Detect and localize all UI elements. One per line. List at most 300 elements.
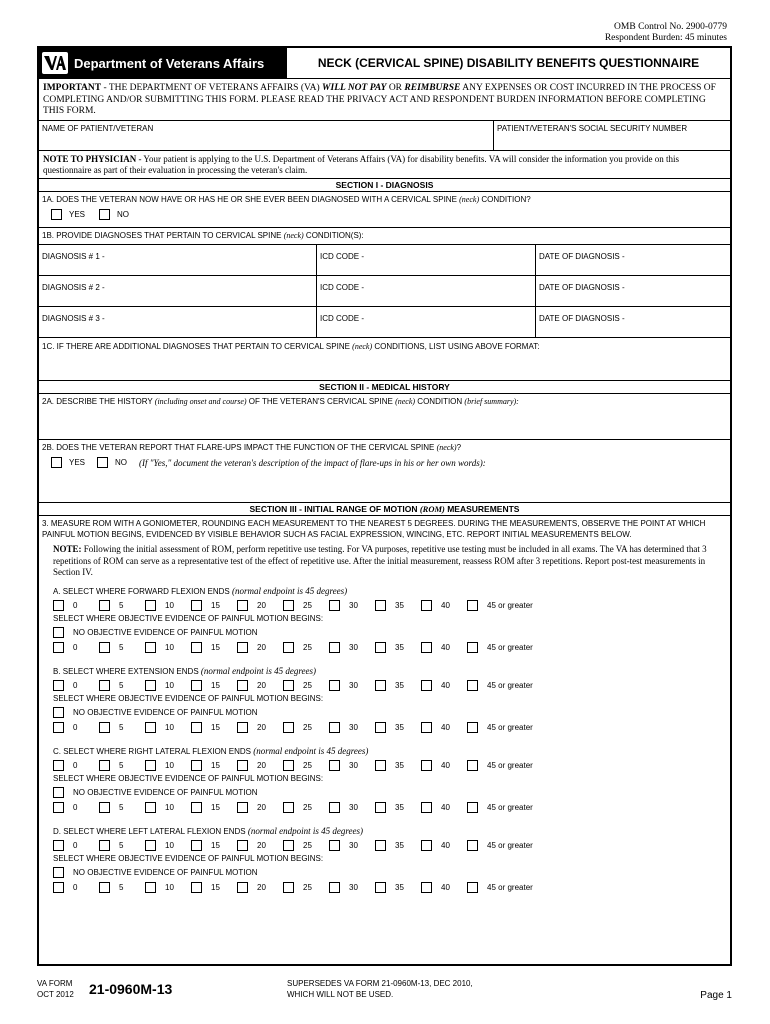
degree-option[interactable] xyxy=(375,882,421,893)
degree-option[interactable] xyxy=(53,680,99,691)
degree-option[interactable] xyxy=(237,722,283,733)
checkbox[interactable] xyxy=(329,882,340,893)
question-3 xyxy=(39,516,730,895)
checkbox[interactable] xyxy=(53,840,64,851)
degree-option[interactable] xyxy=(467,802,557,813)
degree-option[interactable] xyxy=(237,840,283,851)
rom-question-italic: (normal endpoint is 45 degrees) xyxy=(232,585,348,596)
degree-option[interactable] xyxy=(421,882,467,893)
checkbox[interactable] xyxy=(329,600,340,611)
checkbox[interactable] xyxy=(421,600,432,611)
degree-option[interactable] xyxy=(53,642,99,653)
degree-label: 30 xyxy=(349,882,358,892)
degree-option[interactable] xyxy=(329,882,375,893)
diagnosis-label: DIAGNOSIS # 3 - xyxy=(42,314,105,323)
rom-item xyxy=(53,665,727,735)
degree-option[interactable] xyxy=(283,642,329,653)
degree-option[interactable] xyxy=(329,802,375,813)
checkbox[interactable] xyxy=(51,209,62,220)
icd-code-label: ICD CODE - xyxy=(320,314,364,323)
checkbox[interactable] xyxy=(421,760,432,771)
degree-option[interactable] xyxy=(329,840,375,851)
no-label: NO xyxy=(117,210,130,219)
degree-option[interactable] xyxy=(421,760,467,771)
degree-option[interactable] xyxy=(99,680,145,691)
rom-question-text: A. SELECT WHERE FORWARD FLEXION ENDS xyxy=(53,586,232,596)
checkbox[interactable] xyxy=(53,787,64,798)
checkbox[interactable] xyxy=(467,882,478,893)
degree-option[interactable] xyxy=(421,680,467,691)
rom-question-italic: (normal endpoint is 45 degrees) xyxy=(253,745,369,756)
checkbox[interactable] xyxy=(421,642,432,653)
degree-label: 20 xyxy=(257,600,266,610)
checkbox[interactable] xyxy=(467,722,478,733)
painful-motion-label: SELECT WHERE OBJECTIVE EVIDENCE OF PAINFUL MOTION BEGINS: xyxy=(53,773,324,783)
no-evidence-option[interactable] xyxy=(53,705,727,720)
degree-option[interactable] xyxy=(421,600,467,611)
degree-option[interactable] xyxy=(375,722,421,733)
degree-option[interactable] xyxy=(53,840,99,851)
q2b-yes-option[interactable] xyxy=(51,457,85,468)
checkbox[interactable] xyxy=(329,840,340,851)
no-evidence-option[interactable] xyxy=(53,865,727,880)
date-of-diagnosis-field[interactable] xyxy=(535,245,730,275)
degree-option[interactable] xyxy=(191,802,237,813)
degree-option[interactable] xyxy=(283,680,329,691)
degree-option[interactable] xyxy=(99,722,145,733)
checkbox[interactable] xyxy=(97,457,108,468)
checkbox[interactable] xyxy=(53,627,64,638)
degree-label: 15 xyxy=(211,760,220,770)
q1a-yes-option[interactable] xyxy=(51,209,85,220)
checkbox[interactable] xyxy=(283,722,294,733)
degree-label: 10 xyxy=(165,722,174,732)
degree-option[interactable] xyxy=(283,760,329,771)
degree-option[interactable] xyxy=(375,760,421,771)
degree-option[interactable] xyxy=(145,840,191,851)
no-label: NO xyxy=(115,458,128,467)
rom-item xyxy=(53,745,727,815)
checkbox[interactable] xyxy=(145,722,156,733)
degree-label: 15 xyxy=(211,802,220,812)
checkbox[interactable] xyxy=(467,802,478,813)
painful-motion-label: SELECT WHERE OBJECTIVE EVIDENCE OF PAINFUL MOTION BEGINS: xyxy=(53,693,324,703)
checkbox[interactable] xyxy=(191,722,202,733)
checkbox[interactable] xyxy=(329,802,340,813)
degree-option[interactable] xyxy=(99,802,145,813)
degree-option[interactable] xyxy=(329,642,375,653)
degree-label: 10 xyxy=(165,882,174,892)
form-date: OCT 2012 xyxy=(37,990,74,999)
degree-option[interactable] xyxy=(191,680,237,691)
section-3-title-text: SECTION III - INITIAL RANGE OF MOTION xyxy=(249,504,420,514)
degree-option[interactable] xyxy=(467,600,557,611)
checkbox[interactable] xyxy=(283,680,294,691)
date-of-diagnosis-field[interactable] xyxy=(535,276,730,306)
degree-option[interactable] xyxy=(329,600,375,611)
checkbox[interactable] xyxy=(421,680,432,691)
checkbox[interactable] xyxy=(53,760,64,771)
degree-label: 35 xyxy=(395,882,404,892)
section-3-title-italic: (ROM) xyxy=(419,504,445,514)
q1a-no-option[interactable] xyxy=(99,209,129,220)
degree-option[interactable] xyxy=(53,882,99,893)
degree-option[interactable] xyxy=(191,840,237,851)
form-footer xyxy=(37,978,732,1008)
degree-option[interactable] xyxy=(191,882,237,893)
q1b-italic: (neck) xyxy=(283,231,304,240)
checkbox[interactable] xyxy=(329,760,340,771)
degree-label: 0 xyxy=(73,642,78,652)
checkbox[interactable] xyxy=(467,840,478,851)
degree-label: 25 xyxy=(303,840,312,850)
checkbox[interactable] xyxy=(237,840,248,851)
degree-label: 25 xyxy=(303,760,312,770)
degree-option[interactable] xyxy=(237,802,283,813)
question-1c[interactable] xyxy=(39,338,730,381)
date-label: DATE OF DIAGNOSIS - xyxy=(539,283,625,292)
q2b-text: 2B. DOES THE VETERAN REPORT THAT FLARE-UPS IMPACT THE FUNCTION OF THE CERVICAL SPINE xyxy=(42,443,437,452)
degree-option[interactable] xyxy=(283,882,329,893)
checkbox[interactable] xyxy=(237,600,248,611)
degree-option[interactable] xyxy=(53,600,99,611)
checkbox[interactable] xyxy=(421,840,432,851)
degree-label: 0 xyxy=(73,760,78,770)
degree-label: 20 xyxy=(257,802,266,812)
checkbox[interactable] xyxy=(191,882,202,893)
painful-motion-label: SELECT WHERE OBJECTIVE EVIDENCE OF PAINFUL MOTION BEGINS: xyxy=(53,613,324,623)
degree-option[interactable] xyxy=(237,600,283,611)
checkbox[interactable] xyxy=(375,642,386,653)
q1c-text-end: CONDITIONS, LIST USING ABOVE FORMAT: xyxy=(372,342,540,351)
checkbox[interactable] xyxy=(99,802,110,813)
checkbox[interactable] xyxy=(145,882,156,893)
checkbox[interactable] xyxy=(99,600,110,611)
degree-label: 35 xyxy=(395,642,404,652)
rom-question-italic: (normal endpoint is 45 degrees) xyxy=(200,665,317,676)
checkbox[interactable] xyxy=(53,680,64,691)
checkbox[interactable] xyxy=(375,600,386,611)
degree-option[interactable] xyxy=(375,600,421,611)
degree-option[interactable] xyxy=(145,760,191,771)
endpoint-degree-options xyxy=(53,758,727,773)
degree-option[interactable] xyxy=(53,760,99,771)
degree-option[interactable] xyxy=(53,722,99,733)
checkbox[interactable] xyxy=(53,642,64,653)
note-to-physician xyxy=(39,151,730,179)
checkbox[interactable] xyxy=(375,802,386,813)
checkbox[interactable] xyxy=(191,600,202,611)
degree-option[interactable] xyxy=(191,760,237,771)
checkbox[interactable] xyxy=(53,802,64,813)
q2a-italic-1: (including onset and course) xyxy=(154,397,247,406)
checkbox[interactable] xyxy=(237,882,248,893)
patient-name-field[interactable] xyxy=(39,121,493,150)
degree-option[interactable] xyxy=(237,882,283,893)
rom-question xyxy=(53,585,727,598)
department-name: Department of Veterans Affairs xyxy=(74,55,265,71)
icd-code-field[interactable] xyxy=(316,245,535,275)
degree-option[interactable] xyxy=(191,722,237,733)
degree-option[interactable] xyxy=(237,760,283,771)
checkbox[interactable] xyxy=(237,802,248,813)
checkbox[interactable] xyxy=(375,722,386,733)
rom-question xyxy=(53,745,727,758)
checkbox[interactable] xyxy=(283,600,294,611)
ssn-field[interactable] xyxy=(493,121,730,150)
checkbox[interactable] xyxy=(99,882,110,893)
q2a-text: 2A. DESCRIBE THE HISTORY xyxy=(42,397,155,406)
degree-label: 40 xyxy=(441,680,450,690)
degree-option[interactable] xyxy=(375,642,421,653)
degree-option[interactable] xyxy=(283,722,329,733)
va-form-label: VA FORM xyxy=(37,979,73,988)
degree-label: 35 xyxy=(395,680,404,690)
q1c-italic: (neck) xyxy=(352,342,373,351)
checkbox[interactable] xyxy=(329,722,340,733)
checkbox[interactable] xyxy=(283,882,294,893)
diagnosis-field[interactable] xyxy=(39,307,316,337)
checkbox[interactable] xyxy=(467,642,478,653)
q1b-text-end: CONDITION(S): xyxy=(303,231,364,240)
degree-option[interactable] xyxy=(375,680,421,691)
degree-option[interactable] xyxy=(375,802,421,813)
checkbox[interactable] xyxy=(53,882,64,893)
date-of-diagnosis-field[interactable] xyxy=(535,307,730,337)
degree-label: 0 xyxy=(73,722,78,732)
checkbox[interactable] xyxy=(421,722,432,733)
q1a-italic: (neck) xyxy=(459,195,480,204)
checkbox[interactable] xyxy=(283,802,294,813)
degree-label: 30 xyxy=(349,680,358,690)
important-text-2: ANY EXPENSES OR COST INCURRED IN THE PROCESS OF COMPLETING AND/OR SUBMITTING THIS FORM. PLEASE READ THE PRIVACY ACT AND RESPONDENT BURDEN INFORMATION BEFORE COMPLETING THIS FORM. xyxy=(43,83,716,116)
degree-option[interactable] xyxy=(145,882,191,893)
q1a-text: 1A. DOES THE VETERAN NOW HAVE OR HAS HE OR SHE EVER BEEN DIAGNOSED WITH A CERVICAL SPINE xyxy=(42,195,460,204)
degree-option[interactable] xyxy=(421,722,467,733)
supersedes-line-2: WHICH WILL NOT BE USED. xyxy=(287,990,394,999)
q2b-instruction: (If "Yes," document the veteran's description of the impact of flare-ups in his or her own words): xyxy=(139,457,486,468)
q2a-italic-3: (brief summary): xyxy=(464,397,519,406)
degree-label: 10 xyxy=(165,680,174,690)
degree-option[interactable] xyxy=(329,722,375,733)
degree-option[interactable] xyxy=(421,642,467,653)
checkbox[interactable] xyxy=(191,680,202,691)
ssn-label: PATIENT/VETERAN'S SOCIAL SECURITY NUMBER xyxy=(497,124,688,133)
checkbox[interactable] xyxy=(145,642,156,653)
checkbox[interactable] xyxy=(467,680,478,691)
section-3-title-end: MEASUREMENTS xyxy=(444,504,520,514)
endpoint-degree-options xyxy=(53,678,727,693)
checkbox[interactable] xyxy=(99,209,110,220)
omb-block xyxy=(605,22,727,44)
no-evidence-option[interactable] xyxy=(53,785,727,800)
section-1-title: SECTION I - DIAGNOSIS xyxy=(39,179,730,192)
degree-label: 10 xyxy=(165,642,174,652)
degree-label: 45 or greater xyxy=(487,802,533,812)
degree-option[interactable] xyxy=(421,802,467,813)
icd-code-field[interactable] xyxy=(316,307,535,337)
checkbox[interactable] xyxy=(237,760,248,771)
checkbox[interactable] xyxy=(329,680,340,691)
endpoint-degree-options xyxy=(53,838,727,853)
checkbox[interactable] xyxy=(375,680,386,691)
degree-label: 35 xyxy=(395,600,404,610)
important-label: IMPORTANT xyxy=(43,83,102,93)
no-evidence-option[interactable] xyxy=(53,625,727,640)
checkbox[interactable] xyxy=(191,642,202,653)
degree-option[interactable] xyxy=(283,600,329,611)
checkbox[interactable] xyxy=(283,840,294,851)
degree-option[interactable] xyxy=(237,680,283,691)
degree-option[interactable] xyxy=(329,680,375,691)
degree-option[interactable] xyxy=(467,882,557,893)
rom-question xyxy=(53,665,727,678)
degree-label: 30 xyxy=(349,760,358,770)
degree-option[interactable] xyxy=(191,642,237,653)
degree-option[interactable] xyxy=(283,802,329,813)
icd-code-field[interactable] xyxy=(316,276,535,306)
degree-option[interactable] xyxy=(99,760,145,771)
degree-label: 0 xyxy=(73,680,78,690)
checkbox[interactable] xyxy=(99,680,110,691)
degree-label: 20 xyxy=(257,722,266,732)
diagnosis-field[interactable] xyxy=(39,276,316,306)
checkbox[interactable] xyxy=(237,680,248,691)
degree-label: 45 or greater xyxy=(487,722,533,732)
degree-label: 40 xyxy=(441,600,450,610)
degree-option[interactable] xyxy=(99,642,145,653)
omb-control-number: OMB Control No. 2900-0779 xyxy=(614,22,727,32)
degree-option[interactable] xyxy=(467,680,557,691)
checkbox[interactable] xyxy=(53,707,64,718)
painful-motion-degree-options xyxy=(53,720,727,735)
degree-option[interactable] xyxy=(237,642,283,653)
important-text-1: - THE DEPARTMENT OF VETERANS AFFAIRS (VA) xyxy=(101,83,323,93)
degree-option[interactable] xyxy=(467,642,557,653)
degree-option[interactable] xyxy=(329,760,375,771)
checkbox[interactable] xyxy=(191,802,202,813)
q2a-italic-2: (neck) xyxy=(395,397,416,406)
checkbox[interactable] xyxy=(467,600,478,611)
no-evidence-label: NO OBJECTIVE EVIDENCE OF PAINFUL MOTION xyxy=(73,627,258,637)
checkbox[interactable] xyxy=(375,882,386,893)
rom-question-text: D. SELECT WHERE LEFT LATERAL FLEXION ENDS xyxy=(53,826,248,836)
date-label: DATE OF DIAGNOSIS - xyxy=(539,314,625,323)
degree-label: 30 xyxy=(349,802,358,812)
degree-option[interactable] xyxy=(375,840,421,851)
degree-label: 40 xyxy=(441,840,450,850)
checkbox[interactable] xyxy=(421,882,432,893)
degree-label: 25 xyxy=(303,722,312,732)
diagnosis-row xyxy=(39,245,730,276)
degree-label: 25 xyxy=(303,642,312,652)
painful-motion-degree-options xyxy=(53,800,727,815)
diagnosis-field[interactable] xyxy=(39,245,316,275)
degree-label: 10 xyxy=(165,840,174,850)
checkbox[interactable] xyxy=(99,840,110,851)
rom-item xyxy=(53,825,727,895)
checkbox[interactable] xyxy=(53,600,64,611)
degree-label: 45 or greater xyxy=(487,642,533,652)
checkbox[interactable] xyxy=(283,642,294,653)
checkbox[interactable] xyxy=(191,840,202,851)
endpoint-degree-options xyxy=(53,598,727,613)
degree-option[interactable] xyxy=(145,802,191,813)
icd-code-label: ICD CODE - xyxy=(320,283,364,292)
checkbox[interactable] xyxy=(191,760,202,771)
degree-option[interactable] xyxy=(145,680,191,691)
degree-label: 30 xyxy=(349,642,358,652)
questionnaire-form xyxy=(37,46,732,966)
degree-label: 45 or greater xyxy=(487,760,533,770)
degree-option[interactable] xyxy=(191,600,237,611)
checkbox[interactable] xyxy=(99,642,110,653)
diagnosis-row xyxy=(39,276,730,307)
degree-label: 20 xyxy=(257,840,266,850)
form-number: 21-0960M-13 xyxy=(89,981,173,997)
checkbox[interactable] xyxy=(145,802,156,813)
degree-option[interactable] xyxy=(145,722,191,733)
degree-option[interactable] xyxy=(145,600,191,611)
degree-option[interactable] xyxy=(467,840,557,851)
degree-option[interactable] xyxy=(99,600,145,611)
date-label: DATE OF DIAGNOSIS - xyxy=(539,252,625,261)
question-2a[interactable] xyxy=(39,394,730,440)
form-header xyxy=(39,48,730,79)
no-evidence-label: NO OBJECTIVE EVIDENCE OF PAINFUL MOTION xyxy=(73,707,258,717)
checkbox[interactable] xyxy=(145,600,156,611)
checkbox[interactable] xyxy=(99,760,110,771)
degree-option[interactable] xyxy=(53,802,99,813)
checkbox[interactable] xyxy=(99,722,110,733)
checkbox[interactable] xyxy=(51,457,62,468)
checkbox[interactable] xyxy=(467,760,478,771)
checkbox[interactable] xyxy=(329,642,340,653)
checkbox[interactable] xyxy=(237,722,248,733)
q2b-no-option[interactable] xyxy=(97,457,127,468)
checkbox[interactable] xyxy=(283,760,294,771)
checkbox[interactable] xyxy=(145,680,156,691)
degree-label: 20 xyxy=(257,680,266,690)
degree-label: 45 or greater xyxy=(487,882,533,892)
question-1a xyxy=(39,192,730,228)
degree-option[interactable] xyxy=(421,840,467,851)
checkbox[interactable] xyxy=(53,867,64,878)
checkbox[interactable] xyxy=(145,760,156,771)
checkbox[interactable] xyxy=(53,722,64,733)
reimburse-text: REIMBURSE xyxy=(404,83,461,93)
degree-option[interactable] xyxy=(99,840,145,851)
checkbox[interactable] xyxy=(237,642,248,653)
supersedes-line-1: SUPERSEDES VA FORM 21-0960M-13, DEC 2010, xyxy=(287,979,473,988)
diagnosis-label: DIAGNOSIS # 1 - xyxy=(42,252,105,261)
degree-option[interactable] xyxy=(467,760,557,771)
degree-label: 5 xyxy=(119,760,124,770)
degree-option[interactable] xyxy=(283,840,329,851)
section-3-title xyxy=(39,503,730,516)
checkbox[interactable] xyxy=(375,760,386,771)
checkbox[interactable] xyxy=(421,802,432,813)
rom-question-text: C. SELECT WHERE RIGHT LATERAL FLEXION ENDS xyxy=(53,746,254,756)
degree-option[interactable] xyxy=(99,882,145,893)
degree-option[interactable] xyxy=(145,642,191,653)
degree-option[interactable] xyxy=(467,722,557,733)
checkbox[interactable] xyxy=(145,840,156,851)
section-2-title: SECTION II - MEDICAL HISTORY xyxy=(39,381,730,394)
checkbox[interactable] xyxy=(375,840,386,851)
yes-label: YES xyxy=(69,210,86,219)
degree-label: 15 xyxy=(211,882,220,892)
